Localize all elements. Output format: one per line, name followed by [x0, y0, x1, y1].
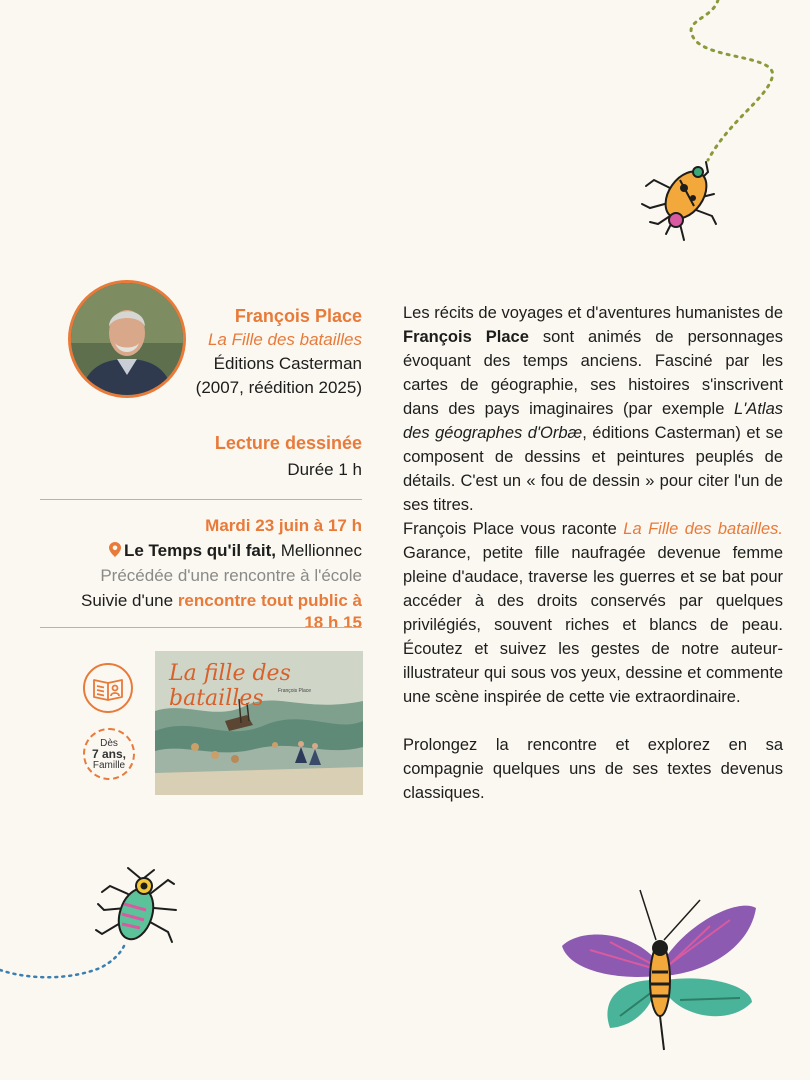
divider-bottom: [40, 627, 362, 628]
after-prefix: Suivie d'une: [81, 591, 178, 610]
beetle-illustration-top: [636, 150, 726, 250]
cover-title: La fille des batailles: [169, 661, 291, 711]
reading-icon: [83, 663, 133, 713]
event-format: Lecture dessinée: [214, 433, 362, 453]
venue-town: Mellionnec: [276, 541, 362, 560]
dotted-trail-bottom: [0, 940, 140, 990]
age-line-3: Famille: [92, 759, 126, 771]
publisher: Éditions Casterman: [213, 354, 362, 373]
age-line-2: 7 ans,: [91, 746, 127, 761]
author-name: François Place: [234, 306, 362, 326]
divider-top: [40, 499, 362, 500]
event-venue: [62, 540, 362, 562]
age-line-1: Dès: [100, 737, 118, 749]
description-paragraph-3: Prolongez la rencontre et explorez en sa compagnie quelques uns de ses textes devenus classiques.: [403, 736, 783, 802]
moth-illustration: [560, 880, 770, 1060]
edition-years: (2007, réédition 2025): [195, 378, 362, 397]
cover-author: François Place: [278, 688, 312, 694]
after-highlight: rencontre tout public à 18 h 15: [177, 591, 362, 632]
event-date: Mardi 23 juin à 17 h: [205, 516, 362, 535]
age-badge: [83, 728, 135, 780]
description-paragraph-2: François Place vous raconte La Fille des batailles. Garance, petite fille naufragée devenue femme pleine d'audace, traverse les guerres et se bat pour accéder à des droits conservés par quelques privilégiés, souvent riches et blancs de peau. Écoutez et suivez les gestes de notre auteur-illustrateur qui sous vos yeux, dessine et commente une scène inspirée de cette vie extraordinaire.: [403, 520, 783, 706]
event-before: Précédée d'une rencontre à l'école: [100, 566, 362, 585]
book-cover: [155, 651, 363, 795]
description-paragraph-1: Les récits de voyages et d'aventures humanistes de François Place sont animés de personnages évoquant des temps anciens. Fasciné par les cartes de géographie, ses histoires s'inscrivent dans des pays imaginaires (par exemple L'Atlas des géographes d'Orbæ, éditions Casterman) et se composent de dessins et peintures peuplés de détails. C'est un « fou de dessin » pour citer l'un de ses titres.: [403, 304, 783, 514]
description: [403, 301, 783, 805]
book-title: La Fille des batailles: [207, 330, 362, 349]
location-pin-icon: [109, 542, 121, 557]
event-duration: Durée 1 h: [287, 460, 362, 479]
venue-name: Le Temps qu'il fait,: [123, 541, 276, 560]
